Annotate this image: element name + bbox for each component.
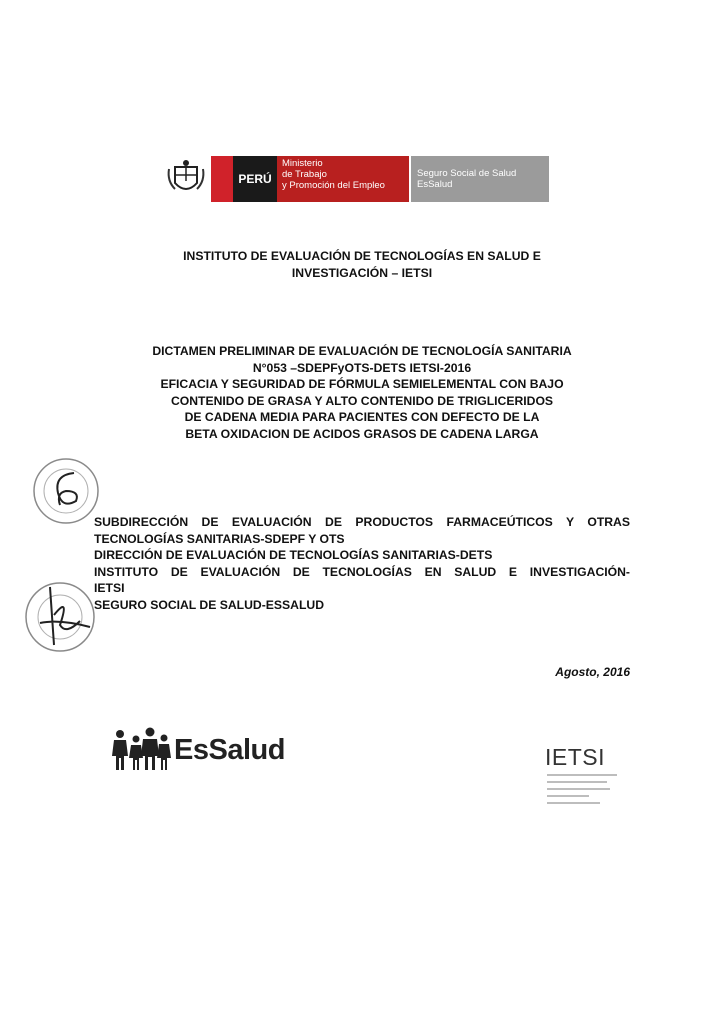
responsible-units [94, 514, 630, 613]
ietsi-logo [545, 744, 635, 814]
unit-line: SUBDIRECCIÓN DE EVALUACIÓN DE PRODUCTOS FARMACEÚTICOS Y OTRAS [94, 515, 630, 529]
signature-icon [20, 575, 104, 659]
coat-of-arms-icon [165, 159, 207, 199]
ministerio-line: de Trabajo [282, 169, 327, 180]
unit-line: INSTITUTO DE EVALUACIÓN DE TECNOLOGÍAS EN SALUD E INVESTIGACIÓN- [94, 564, 630, 579]
dictamen-line: BETA OXIDACION DE ACIDOS GRASOS DE CADENA LARGA [185, 426, 539, 441]
peru-flag-stripe [211, 156, 233, 202]
essalud-wordmark: EsSalud [174, 734, 285, 766]
ministerio-label [277, 156, 409, 202]
institute-title-line: INVESTIGACIÓN – IETSI [291, 265, 433, 280]
unit-line: TECNOLOGÍAS SANITARIAS-SDEPF Y OTS [94, 531, 345, 546]
dictamen-line: DICTAMEN PRELIMINAR DE EVALUACIÓN DE TECNOLOGÍA SANITARIA [152, 344, 572, 358]
institute-title [120, 248, 604, 281]
government-banner [165, 156, 549, 202]
seguro-line: Seguro Social de Salud [417, 168, 517, 179]
unit-line: SEGURO SOCIAL DE SALUD-ESSALUD [94, 597, 325, 612]
ietsi-wordmark: IETSI [545, 744, 606, 770]
institute-title-line: INSTITUTO DE EVALUACIÓN DE TECNOLOGÍAS EN SALUD E [183, 249, 541, 263]
seguro-line: EsSalud [417, 179, 453, 190]
dictamen-line: CONTENIDO DE GRASA Y ALTO CONTENIDO DE TRIGLICERIDOS [170, 393, 554, 408]
unit-line: DIRECCIÓN DE EVALUACIÓN DE TECNOLOGÍAS SANITARIAS-DETS [94, 548, 493, 562]
ministerio-line: y Promoción del Empleo [282, 180, 385, 191]
seguro-social-label [411, 156, 549, 202]
dictamen-line: N°053 –SDEPFyOTS-DETS IETSI-2016 [252, 360, 472, 375]
essalud-logo [110, 726, 310, 776]
ietsi-subtitle-lines [547, 774, 617, 809]
document-date: Agosto, 2016 [555, 665, 630, 679]
stamp-icon [30, 455, 102, 527]
essalud-people-icon [110, 726, 174, 774]
peru-label: PERÚ [233, 156, 277, 202]
dictamen-line: EFICACIA Y SEGURIDAD DE FÓRMULA SEMIELEMENTAL CON BAJO [160, 377, 564, 391]
ministerio-line: Ministerio [282, 158, 323, 169]
dictamen-line: DE CADENA MEDIA PARA PACIENTES CON DEFECTO DE LA [184, 410, 540, 424]
dictamen-title [120, 343, 604, 442]
unit-line: IETSI [94, 581, 125, 595]
